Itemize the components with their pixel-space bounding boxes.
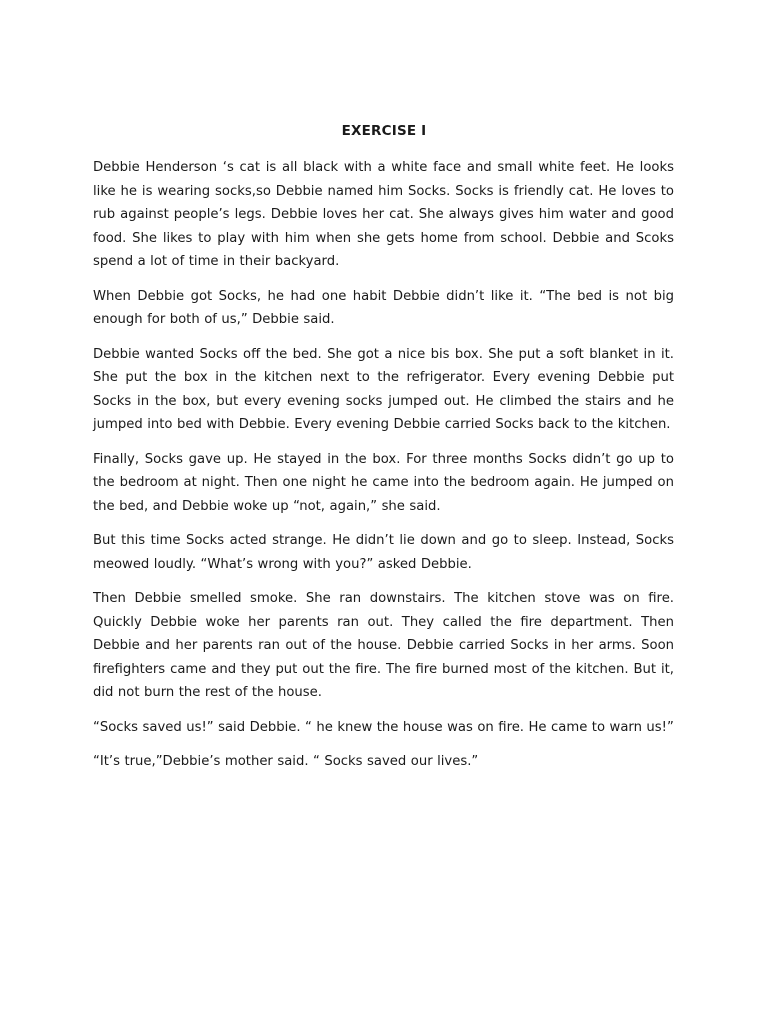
paragraph-2: When Debbie got Socks, he had one habit Debbie didn’t like it. “The bed is not big enough for both of us,” Debbie said. [93,288,674,327]
paragraph-5: But this time Socks acted strange. He didn’t lie down and go to sleep. Instead, Socks meowed loudly. “What’s wrong with you?” asked Debbie. [93,533,674,572]
paragraph-7: “Socks saved us!” said Debbie. “ he knew the house was on fire. He came to warn us!” [93,719,674,735]
paragraph-1: Debbie Henderson ‘s cat is all black with a white face and small white feet. He looks like he is wearing socks,so Debbie named him Socks. Socks is friendly cat. He loves to rub against people’s legs. Debbie loves her cat. She always gives him water and good food. She likes to play with him when she gets home from school. Debbie and Scoks spend a lot of time in their backyard. [93,160,674,269]
paragraph-8: “It’s true,”Debbie’s mother said. “ Socks saved our lives.” [93,754,479,769]
paragraph-3: Debbie wanted Socks off the bed. She got a nice bis box. She put a soft blanket in it. She put the box in the kitchen next to the refrigerator. Every evening Debbie put Socks in the box, but every evening socks jumped out. He climbed the stairs and he jumped into bed with Debbie. Every evening Debbie carried Socks back to the kitchen. [93,346,674,432]
document-title: EXERCISE I [341,123,427,139]
paragraph-4: Finally, Socks gave up. He stayed in the box. For three months Socks didn’t go up to the bedroom at night. Then one night he came into the bedroom again. He jumped on the bed, and Debbie woke up “not, again,” she said. [93,451,674,514]
paragraph-6: Then Debbie smelled smoke. She ran downstairs. The kitchen stove was on fire. Quickly Debbie woke her parents ran out. They called the fire department. Then Debbie and her parents ran out of the house. Debbie carried Socks in her arms. Soon firefighters came and they put out the fire. The fire burned most of the kitchen. But it, did not burn the rest of the house. [93,591,674,700]
document-body [93,156,674,785]
